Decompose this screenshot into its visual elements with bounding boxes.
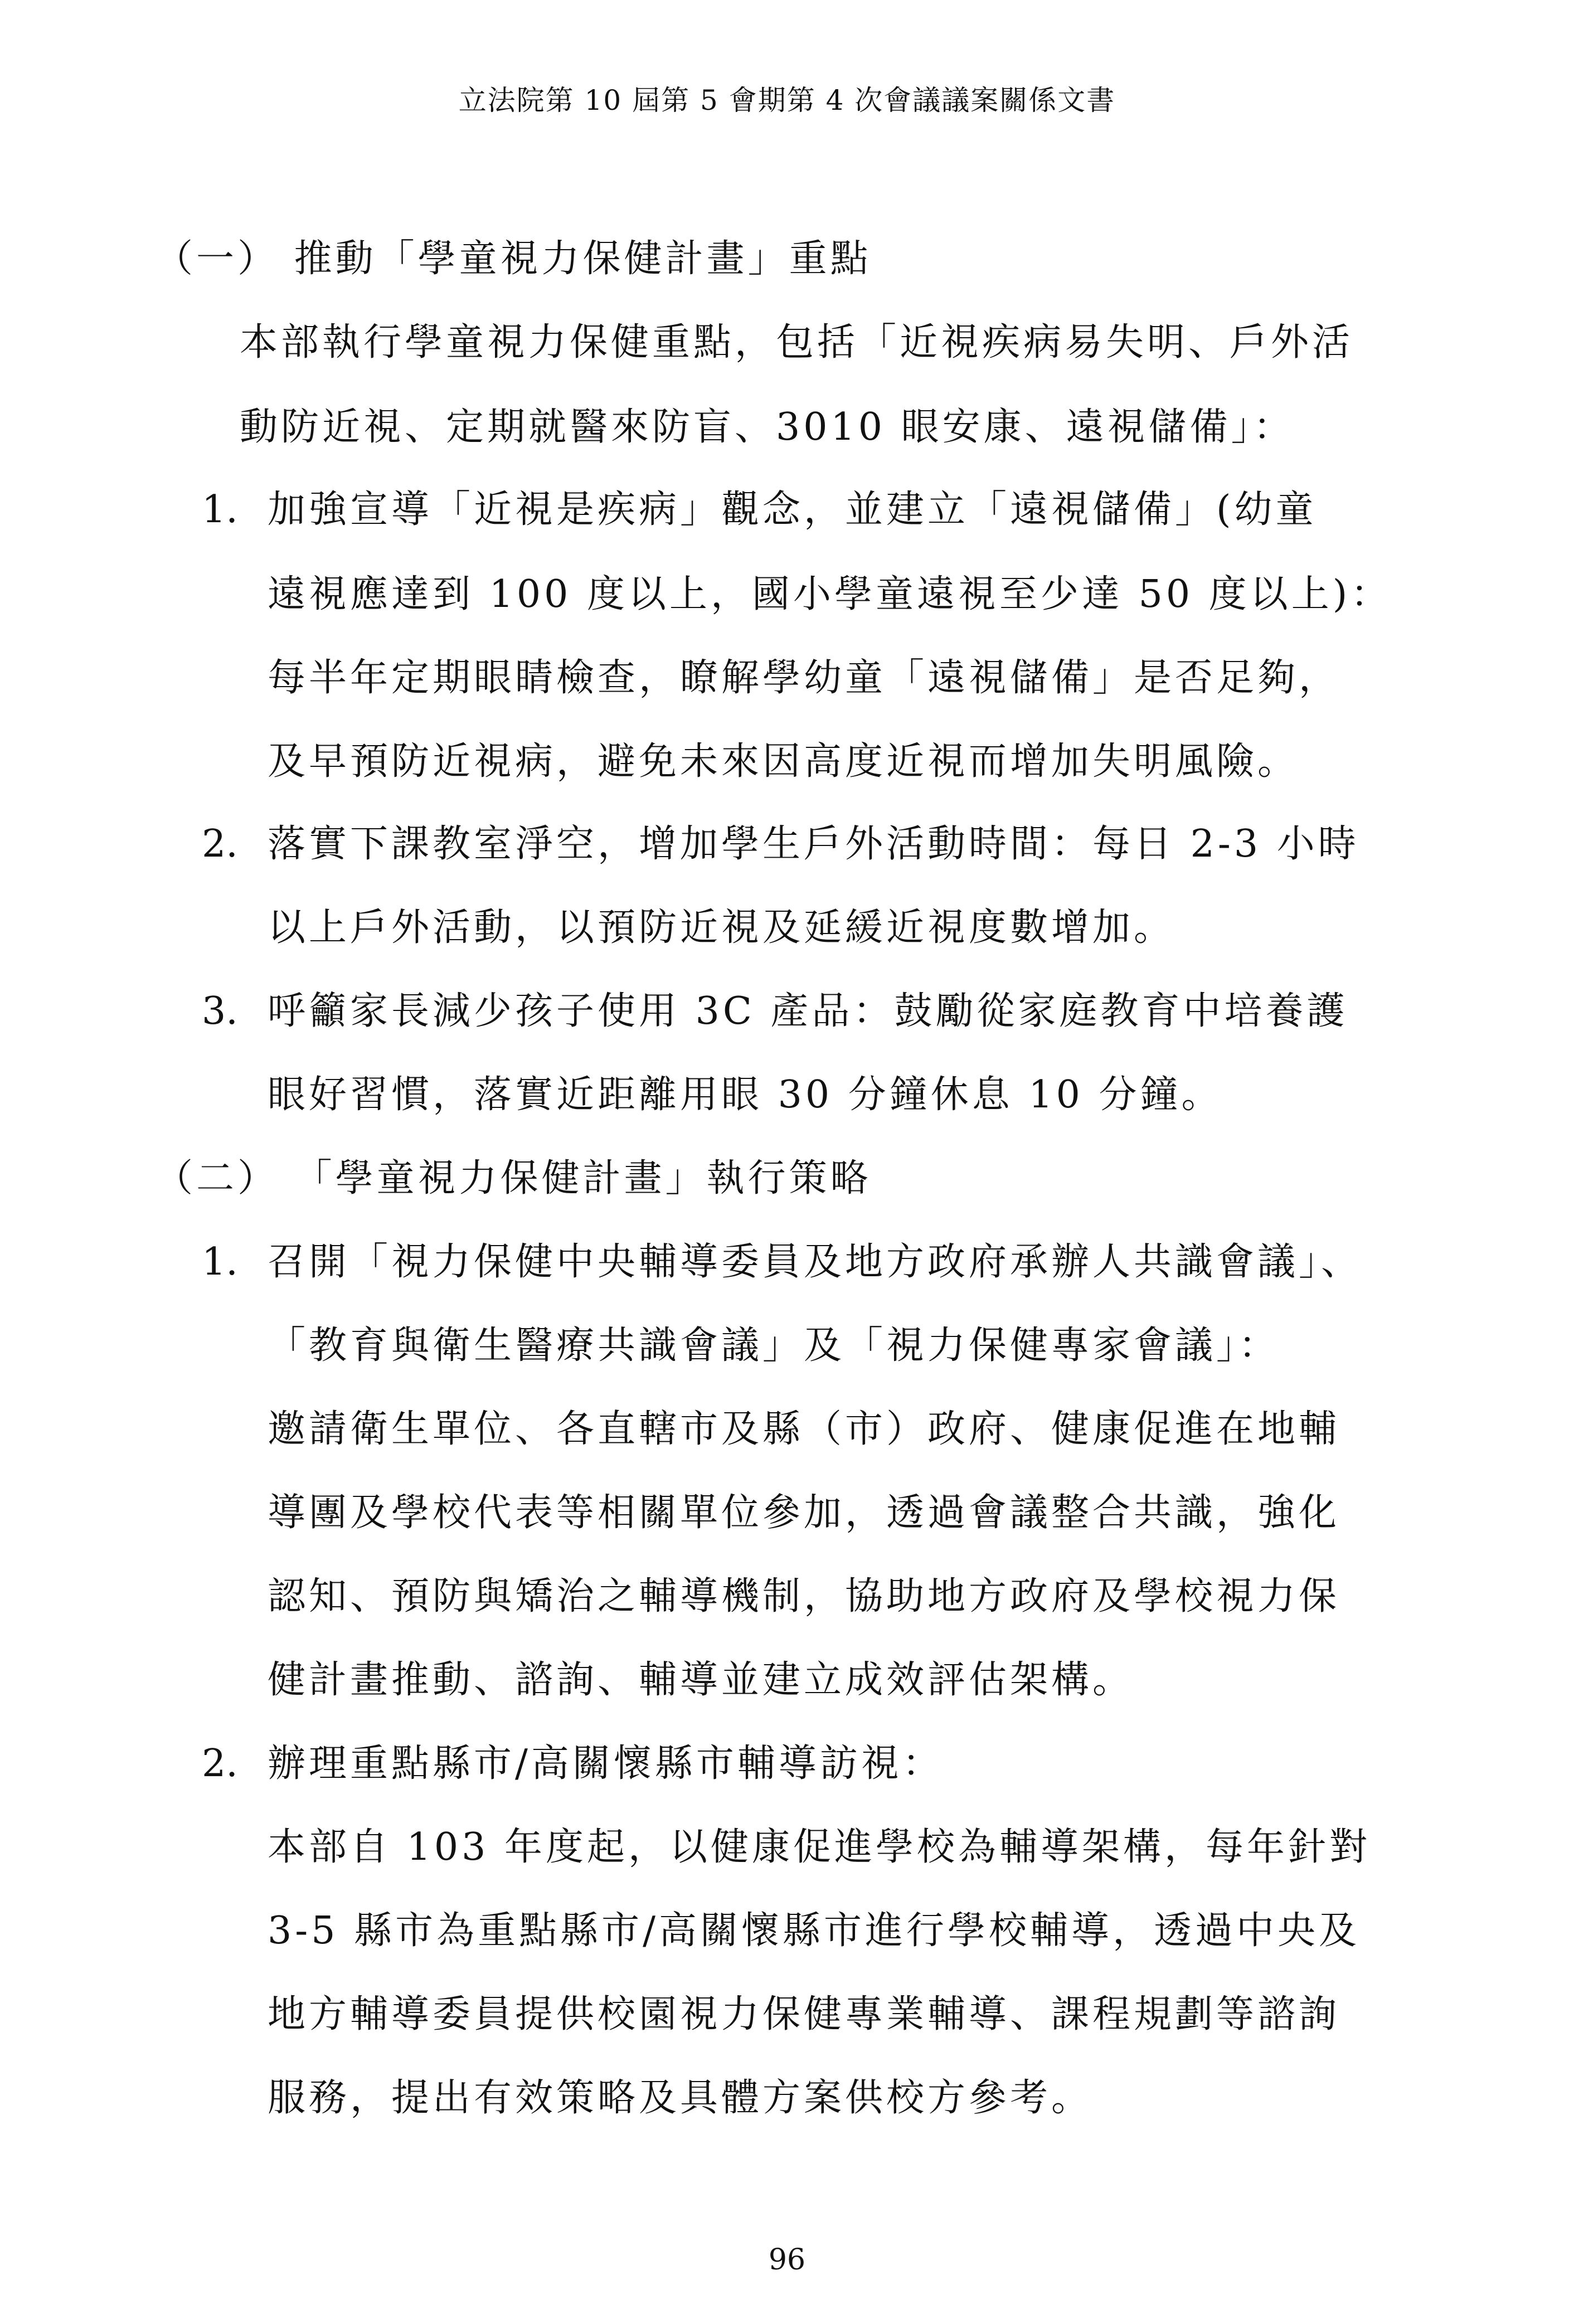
list-number: 2. [202, 1742, 238, 1786]
list-number: 1. [202, 488, 238, 532]
list-item-line: 邀請衛生單位、各直轄市及縣（市）政府、健康促進在地輔 [268, 1407, 1340, 1451]
list-item-line: 召開「視力保健中央輔導委員及地方政府承辦人共識會議」、 [268, 1240, 1363, 1284]
list-item-line: 加強宣導「近視是疾病」觀念，並建立「遠視儲備」(幼童 [268, 488, 1317, 532]
document-header: 立法院第 10 屆第 5 會期第 4 次會議議案關係文書 [458, 84, 1116, 116]
list-number: 2. [202, 822, 238, 866]
list-item-line: 導團及學校代表等相關單位參加，透過會議整合共識，強化 [268, 1491, 1340, 1535]
list-item-line: 眼好習慣，落實近距離用眼 30 分鐘休息 10 分鐘。 [268, 1073, 1223, 1117]
list-item-line: 地方輔導委員提供校園視力保健專業輔導、課程規劃等諮詢 [268, 1992, 1340, 2036]
list-number: 1. [202, 1240, 238, 1284]
list-item-line: 以上戶外活動，以預防近視及延緩近視度數增加。 [268, 906, 1175, 950]
list-item-line: 遠視應達到 100 度以上，國小學童遠視至少達 50 度以上)： [268, 572, 1392, 616]
list-item-line: 及早預防近視病，避免未來因高度近視而增加失明風險。 [268, 740, 1299, 784]
list-item-line: 辦理重點縣市/高關懷縣市輔導訪視： [268, 1742, 944, 1786]
list-item-line: 3-5 縣市為重點縣市/高關懷縣市進行學校輔導，透過中央及 [268, 1909, 1361, 1953]
section-heading-1: （一） 推動「學童視力保健計畫」重點 [155, 237, 872, 281]
list-item-line: 本部自 103 年度起，以健康促進學校為輔導架構，每年針對 [268, 1825, 1371, 1869]
list-item-line: 服務，提出有效策略及具體方案供校方參考。 [268, 2076, 1093, 2120]
list-item-line: 呼籲家長減少孩子使用 3C 產品：鼓勵從家庭教育中培養護 [268, 989, 1348, 1033]
section1-intro-line: 動防近視、定期就醫來防盲、3010 眼安康、遠視儲備」： [240, 405, 1295, 449]
page-number: 96 [768, 2243, 806, 2277]
list-item-line: 每半年定期眼睛檢查，瞭解學幼童「遠視儲備」是否足夠， [268, 656, 1340, 700]
list-item-line: 認知、預防與矯治之輔導機制，協助地方政府及學校視力保 [268, 1574, 1340, 1618]
list-number: 3. [202, 989, 238, 1033]
section-heading-2: （二） 「學童視力保健計畫」執行策略 [155, 1156, 872, 1200]
list-item-line: 落實下課教室淨空，增加學生戶外活動時間：每日 2-3 小時 [268, 822, 1359, 866]
section1-intro-line: 本部執行學童視力保健重點，包括「近視疾病易失明、戶外活 [240, 320, 1354, 364]
list-item-line: 「教育與衛生醫療共識會議」及「視力保健專家會議」： [268, 1324, 1280, 1368]
list-item-line: 健計畫推動、諮詢、輔導並建立成效評估架構。 [268, 1658, 1134, 1702]
